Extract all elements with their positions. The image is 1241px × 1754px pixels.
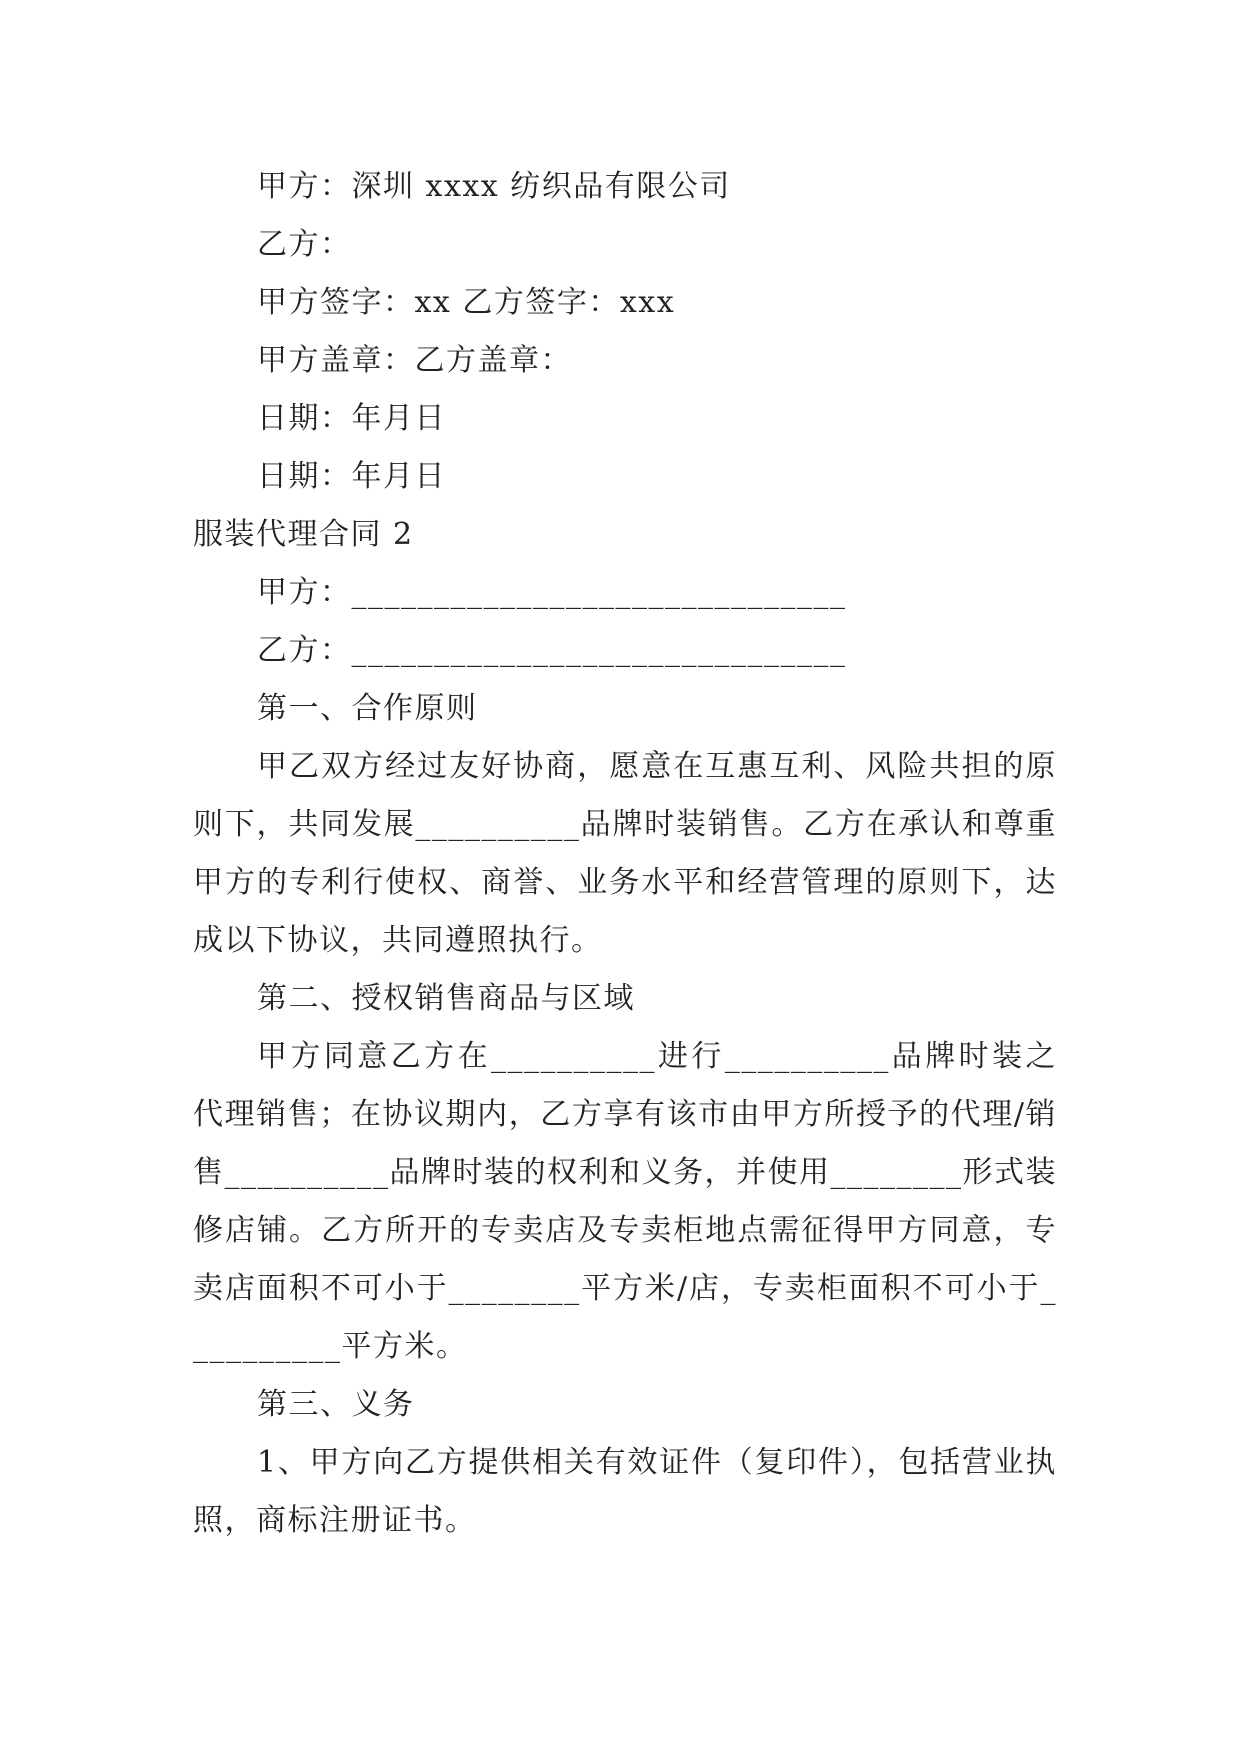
party-a-line: 甲方：深圳 xxxx 纺织品有限公司: [257, 169, 731, 204]
seals-line: 甲方盖章：乙方盖章：: [257, 343, 572, 378]
contract-party-a: 甲方：______________________________: [257, 575, 847, 610]
signatures-line: 甲方签字：xx 乙方签字：xxx: [257, 285, 676, 320]
section3-heading: 第三、义务: [257, 1387, 415, 1422]
contract-title: 服装代理合同 2: [193, 517, 414, 552]
contract-party-b: 乙方：______________________________: [257, 633, 847, 668]
section1-body: 甲乙双方经过友好协商，愿意在互惠互利、风险共担的原则下，共同发展__________品牌时装销售。乙方在承认和尊重甲方的专利行使权、商誉、业务水平和经营管理的原则下，达成以下协议，共同遵照执行。: [193, 749, 1057, 958]
section2-body: 甲方同意乙方在__________进行__________品牌时装之代理销售；在协议期内，乙方享有该市由甲方所授予的代理/销售__________品牌时装的权利和义务，并使用________形式装修店铺。乙方所开的专卖店及专卖柜地点需征得甲方同意，专卖店面积不可小于________平方米/店，专卖柜面积不可小于__________平方米。: [193, 1039, 1057, 1364]
date-line-2: 日期：年月日: [257, 459, 446, 494]
section1-heading: 第一、合作原则: [257, 691, 478, 726]
document-content: [193, 158, 1057, 1550]
section3-item-1: 1、甲方向乙方提供相关有效证件（复印件），包括营业执照，商标注册证书。: [193, 1445, 1057, 1538]
section2-heading: 第二、授权销售商品与区域: [257, 981, 635, 1016]
date-line-1: 日期：年月日: [257, 401, 446, 436]
party-b-line: 乙方：: [257, 227, 352, 262]
